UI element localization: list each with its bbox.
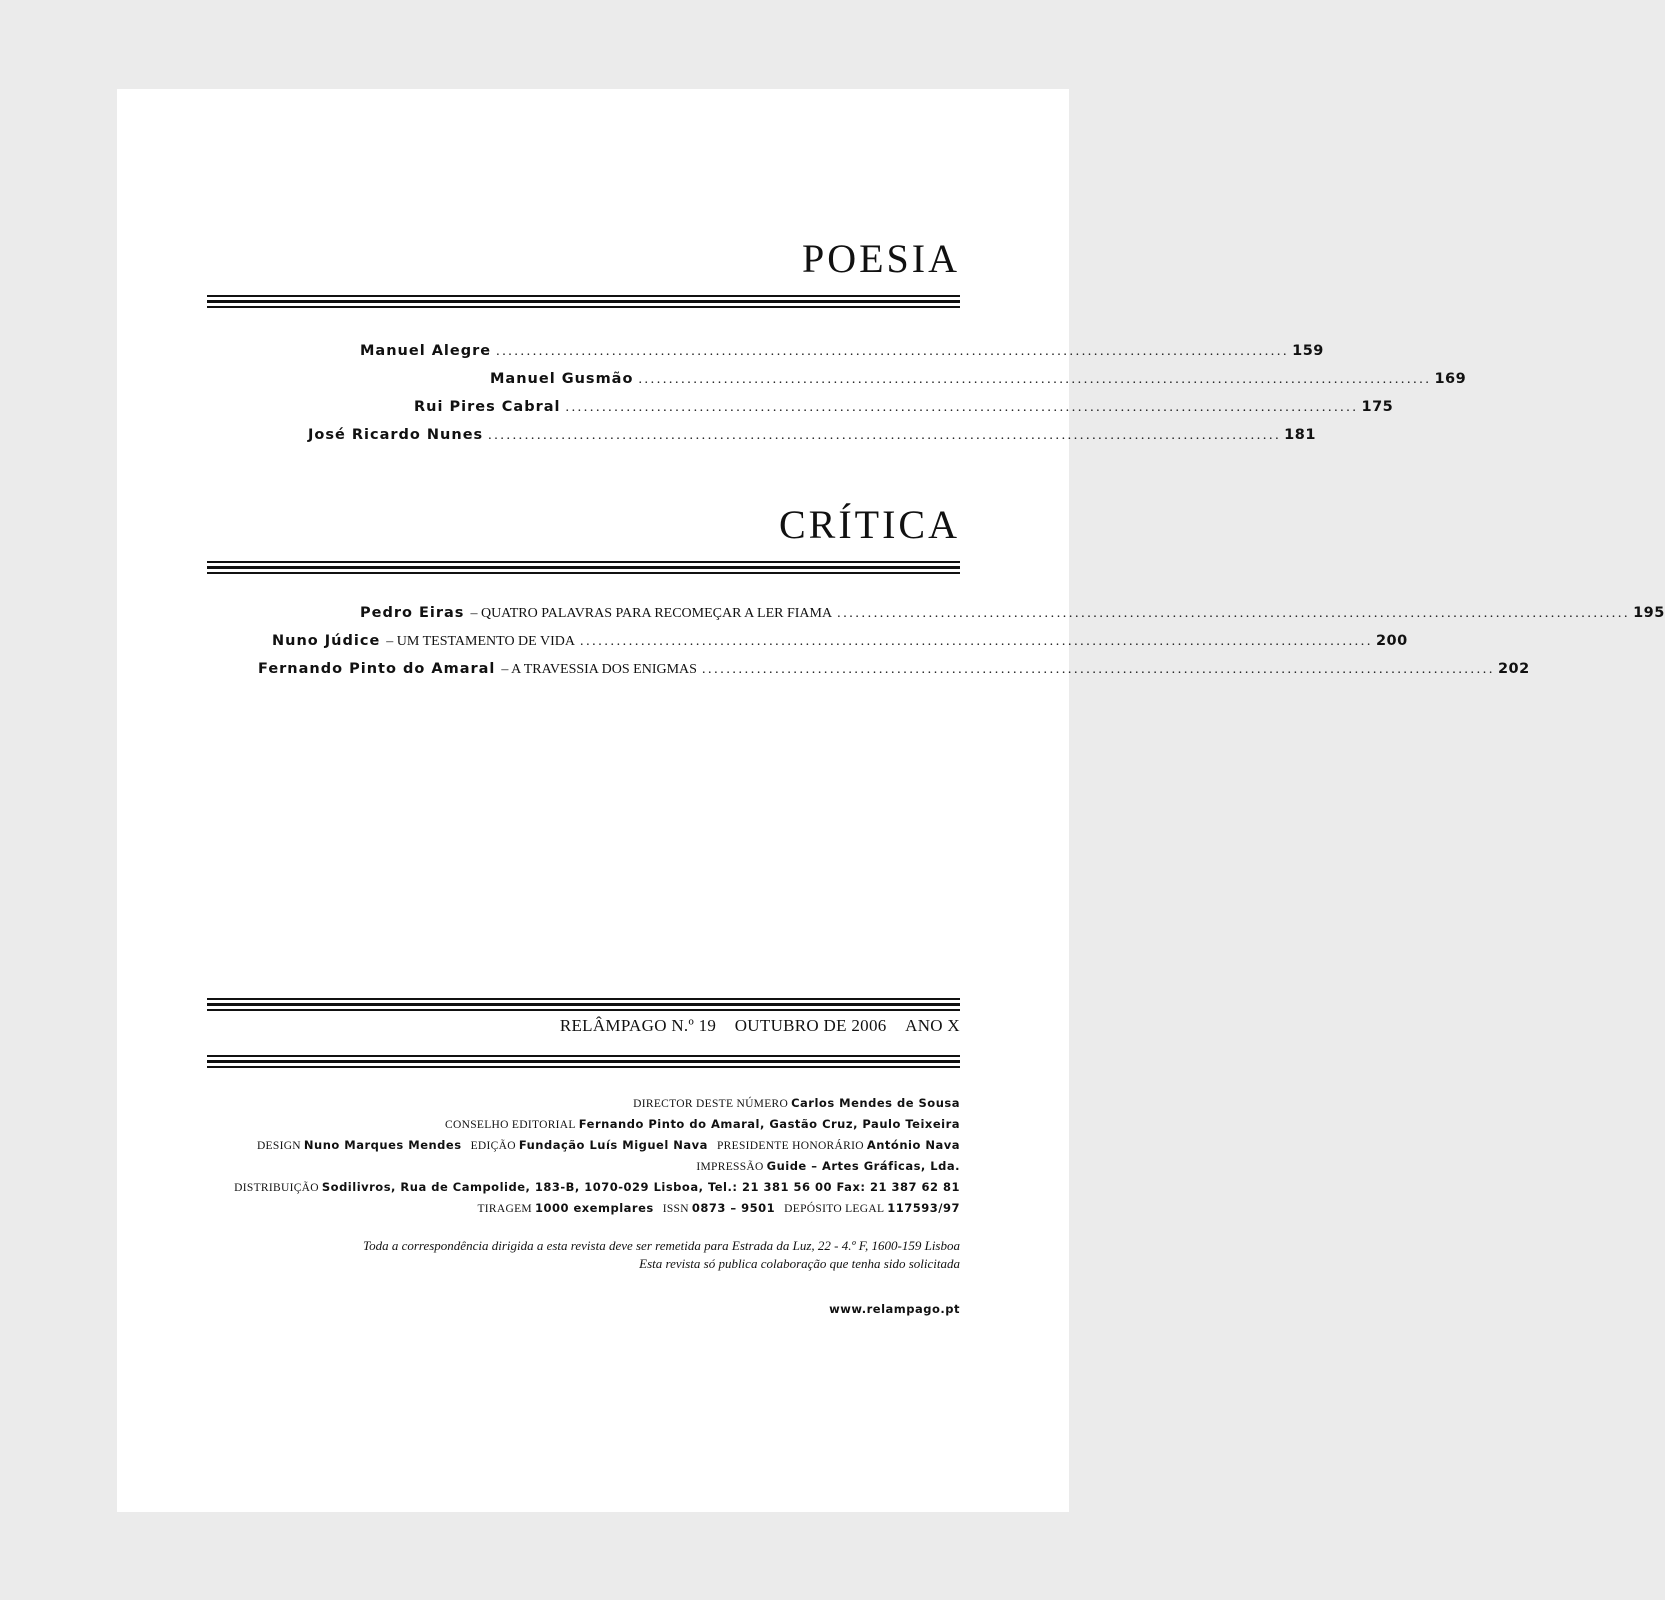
toc-author: Fernando Pinto do Amaral xyxy=(258,661,496,677)
toc-entry[interactable] xyxy=(360,605,1665,622)
toc-author: Manuel Gusmão xyxy=(490,371,634,387)
credit-distribution: DISTRIBUIÇÃO Sodilivros, Rua de Campolide, 183-B, 1070-029 Lisboa, Tel.: 21 381 56 00 Fax: 21 387 62 81 xyxy=(234,1180,960,1194)
credit-director: DIRECTOR DESTE NÚMERO Carlos Mendes de Sousa xyxy=(633,1096,960,1110)
leader-dots: .................................................................................................................................. xyxy=(701,662,1495,677)
toc-page: 169 xyxy=(1434,371,1467,387)
leader-dots: .................................................................................................................................. xyxy=(638,372,1432,387)
toc-entry[interactable] xyxy=(414,399,1394,416)
toc-author: Pedro Eiras xyxy=(360,605,465,621)
credit-run: TIRAGEM 1000 exemplares ISSN 0873 – 9501 DEPÓSITO LEGAL 117593/97 xyxy=(477,1201,960,1215)
toc-work-title: – UM TESTAMENTO DE VIDA xyxy=(386,634,575,649)
toc-page: 202 xyxy=(1497,661,1530,677)
toc-page: 195 xyxy=(1633,605,1665,621)
leader-dots: .................................................................................................................................. xyxy=(579,634,1373,649)
toc-page: 159 xyxy=(1292,343,1324,359)
toc-page: 175 xyxy=(1361,399,1394,415)
toc-author: Rui Pires Cabral xyxy=(414,399,561,415)
toc-author: José Ricardo Nunes xyxy=(308,427,484,443)
critica-title: CRÍTICA xyxy=(779,502,960,547)
toc-entry[interactable] xyxy=(360,343,1324,360)
toc-entry[interactable] xyxy=(258,661,1530,678)
note-solicited: Esta revista só publica colaboração que tenha sido solicitada xyxy=(639,1256,960,1271)
toc-work-title: – A TRAVESSIA DOS ENIGMAS xyxy=(501,662,697,677)
credit-design-edition: DESIGN Nuno Marques Mendes EDIÇÃO Fundação Luís Miguel Nava PRESIDENTE HONORÁRIO António Nava xyxy=(256,1138,960,1152)
toc-page: 200 xyxy=(1375,633,1408,649)
contents-block xyxy=(207,89,1665,1512)
issue-year: ANO X xyxy=(905,1016,960,1035)
credit-print: IMPRESSÃO Guide – Artes Gráficas, Lda. xyxy=(696,1159,960,1173)
leader-dots: .................................................................................................................................. xyxy=(565,400,1359,415)
toc-work-title: – QUATRO PALAVRAS PARA RECOMEÇAR A LER FIAMA xyxy=(470,606,833,621)
poesia-title: POESIA xyxy=(801,236,960,281)
toc-author: Manuel Alegre xyxy=(360,343,492,359)
leader-dots: .................................................................................................................................. xyxy=(837,606,1631,621)
toc-entry[interactable] xyxy=(490,371,1467,388)
issue-date: OUTUBRO DE 2006 xyxy=(734,1016,887,1035)
issue-magazine: RELÂMPAGO N.º 19 xyxy=(559,1016,717,1035)
toc-entry[interactable] xyxy=(308,427,1316,444)
leader-dots: .................................................................................................................................. xyxy=(488,428,1282,443)
leader-dots: .................................................................................................................................. xyxy=(496,344,1290,359)
credit-council: CONSELHO EDITORIAL Fernando Pinto do Amaral, Gastão Cruz, Paulo Teixeira xyxy=(445,1117,960,1131)
issue-line xyxy=(560,1016,960,1036)
journal-page xyxy=(117,89,1665,1512)
toc-author: Nuno Júdice xyxy=(272,633,381,649)
toc-entry[interactable] xyxy=(272,633,1408,650)
note-correspondence: Toda a correspondência dirigida a esta revista deve ser remetida para Estrada da Luz, 22 - 4.º F, 1600-159 Lisboa xyxy=(363,1238,960,1253)
website-link[interactable]: www.relampago.pt xyxy=(829,1302,960,1316)
toc-page: 181 xyxy=(1284,427,1316,443)
